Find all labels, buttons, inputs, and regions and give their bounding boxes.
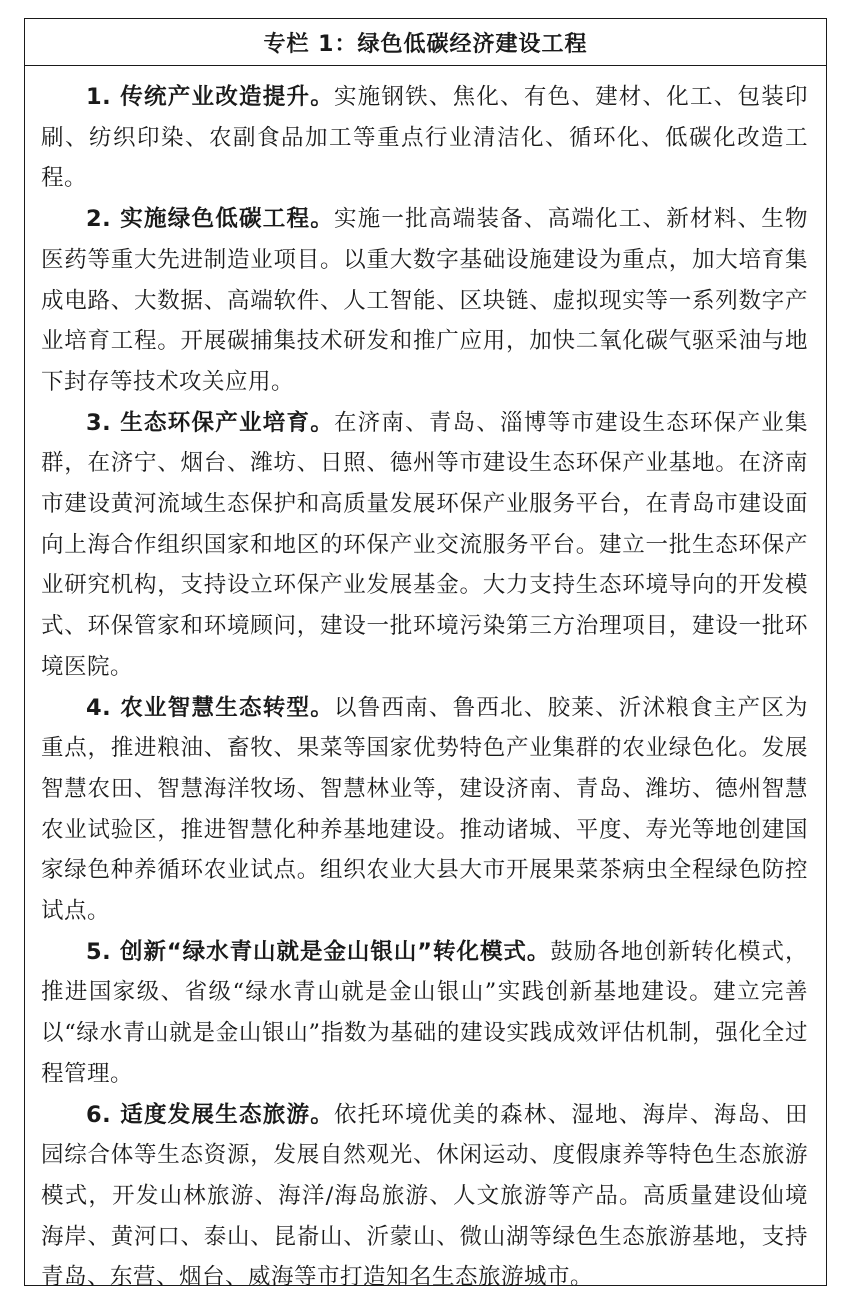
paragraph-1-body: 实施钢铁、焦化、有色、建材、化工、包装印刷、纺织印染、农副食品加工等重点行业清洁化、循环化、低碳化改造工程。 bbox=[41, 84, 808, 192]
column-content bbox=[25, 66, 826, 1298]
paragraph-4-body: 以鲁西南、鲁西北、胶莱、沂沭粮食主产区为重点，推进粮油、畜牧、果菜等国家优势特色产业集群的农业绿色化。发展智慧农田、智慧海洋牧场、智慧林业等，建设济南、青岛、潍坊、德州智慧农业试验区，推进智慧化种养基地建设。推动诸城、平度、寿光等地创建国家绿色种养循环农业试点。组织农业大县大市开展果菜茶病虫全程绿色防控试点。 bbox=[41, 694, 808, 925]
column-title: 专栏 1：绿色低碳经济建设工程 bbox=[25, 19, 826, 66]
column-box bbox=[24, 18, 827, 1291]
paragraph-2 bbox=[41, 199, 808, 403]
paragraph-3-title: 3. 生态环保产业培育。 bbox=[86, 409, 334, 436]
paragraph-1-title: 1. 传统产业改造提升。 bbox=[86, 84, 334, 110]
paragraph-2-title: 2. 实施绿色低碳工程。 bbox=[86, 206, 334, 233]
paragraph-5 bbox=[41, 932, 808, 1095]
paragraph-6 bbox=[41, 1095, 808, 1299]
paragraph-3-body: 在济南、青岛、淄博等市建设生态环保产业集群，在济宁、烟台、潍坊、日照、德州等市建设生态环保产业基地。在济南市建设黄河流域生态保护和高质量发展环保产业服务平台，在青岛市建设面向上海合作组织国家和地区的环保产业交流服务平台。建立一批生态环保产业研究机构，支持设立环保产业发展基金。大力支持生态环境导向的开发模式、环保管家和环境顾问，建设一批环境污染第三方治理项目，建设一批环境医院。 bbox=[41, 409, 808, 680]
paragraph-2-body: 实施一批高端装备、高端化工、新材料、生物医药等重大先进制造业项目。以重大数字基础设施建设为重点，加大培育集成电路、大数据、高端软件、人工智能、区块链、虚拟现实等一系列数字产业培育工程。开展碳捕集技术研发和推广应用，加快二氧化碳气驱采油与地下封存等技术攻关应用。 bbox=[41, 206, 808, 395]
paragraph-3 bbox=[41, 403, 808, 688]
paragraph-5-title: 5. 创新“绿水青山就是金山银山”转化模式。 bbox=[86, 938, 551, 965]
paragraph-5-body: 鼓励各地创新转化模式，推进国家级、省级“绿水青山就是金山银山”实践创新基地建设。建立完善以“绿水青山就是金山银山”指数为基础的建设实践成效评估机制，强化全过程管理。 bbox=[41, 938, 808, 1087]
paragraph-1 bbox=[41, 77, 808, 199]
paragraph-6-body: 依托环境优美的森林、湿地、海岸、海岛、田园综合体等生态资源，发展自然观光、休闲运动、度假康养等特色生态旅游模式，开发山林旅游、海洋/海岛旅游、人文旅游等产品。高质量建设仙境海岸、黄河口、泰山、昆嵛山、沂蒙山、微山湖等绿色生态旅游基地，支持青岛、东营、烟台、威海等市打造知名生态旅游城市。 bbox=[41, 1101, 808, 1291]
paragraph-4 bbox=[41, 688, 808, 932]
paragraph-6-title: 6. 适度发展生态旅游。 bbox=[86, 1101, 334, 1128]
paragraph-4-title: 4. 农业智慧生态转型。 bbox=[86, 694, 334, 721]
